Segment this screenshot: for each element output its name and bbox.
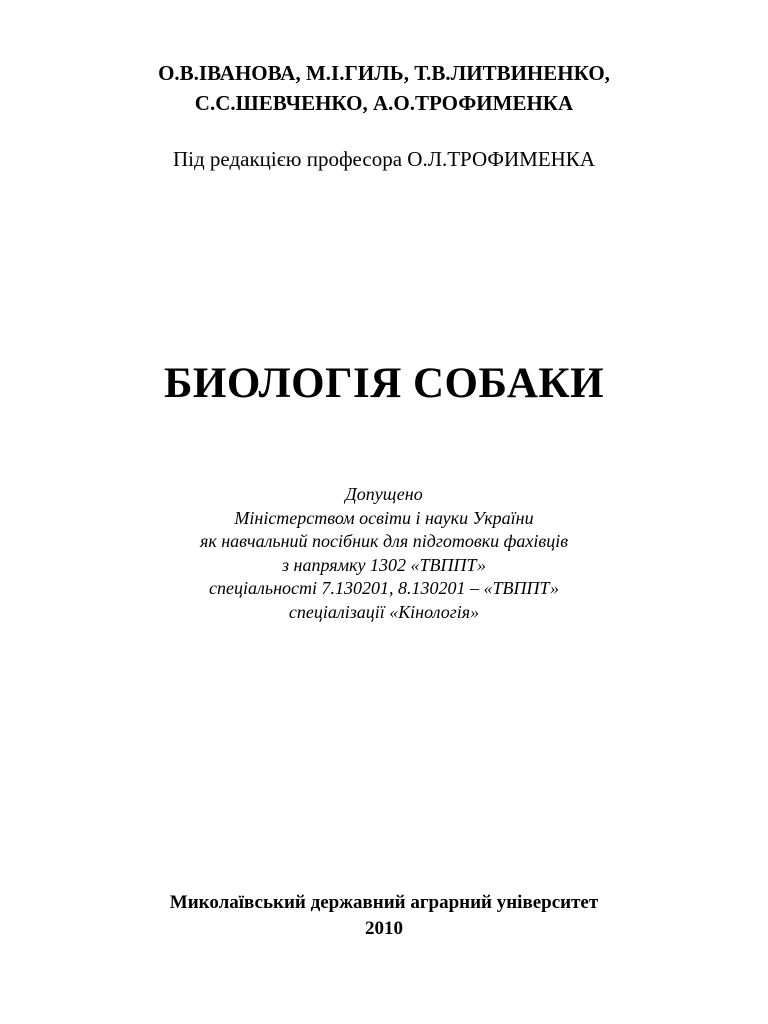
publication-year: 2010 [365,918,403,939]
authors-block [0,58,768,118]
approval-line: з напрямку 1302 «ТВППТ» [282,554,486,575]
editor-line: Під редакцією професора О.Л.ТРОФИМЕНКА [173,147,595,171]
approval-line: спеціальності 7.130201, 8.130201 – «ТВППТ» [209,578,559,598]
book-title: БИОЛОГІЯ СОБАКИ [163,360,605,407]
authors-line: О.В.ІВАНОВА, М.І.ГИЛЬ, Т.В.ЛИТВИНЕНКО, [158,61,610,85]
authors-line: С.С.ШЕВЧЕНКО, А.О.ТРОФИМЕНКА [194,91,574,115]
approval-block [0,483,768,624]
publisher-name: Миколаївський державний аграрний університет [169,892,599,913]
publisher-block [0,890,768,942]
approval-line: Міністерством освіти і науки України [234,507,534,528]
approval-line: спеціалізації «Кінологія» [288,601,480,622]
approval-line: Допущено [345,484,423,504]
approval-line: як навчальний посібник для підготовки фахівців [199,531,569,551]
